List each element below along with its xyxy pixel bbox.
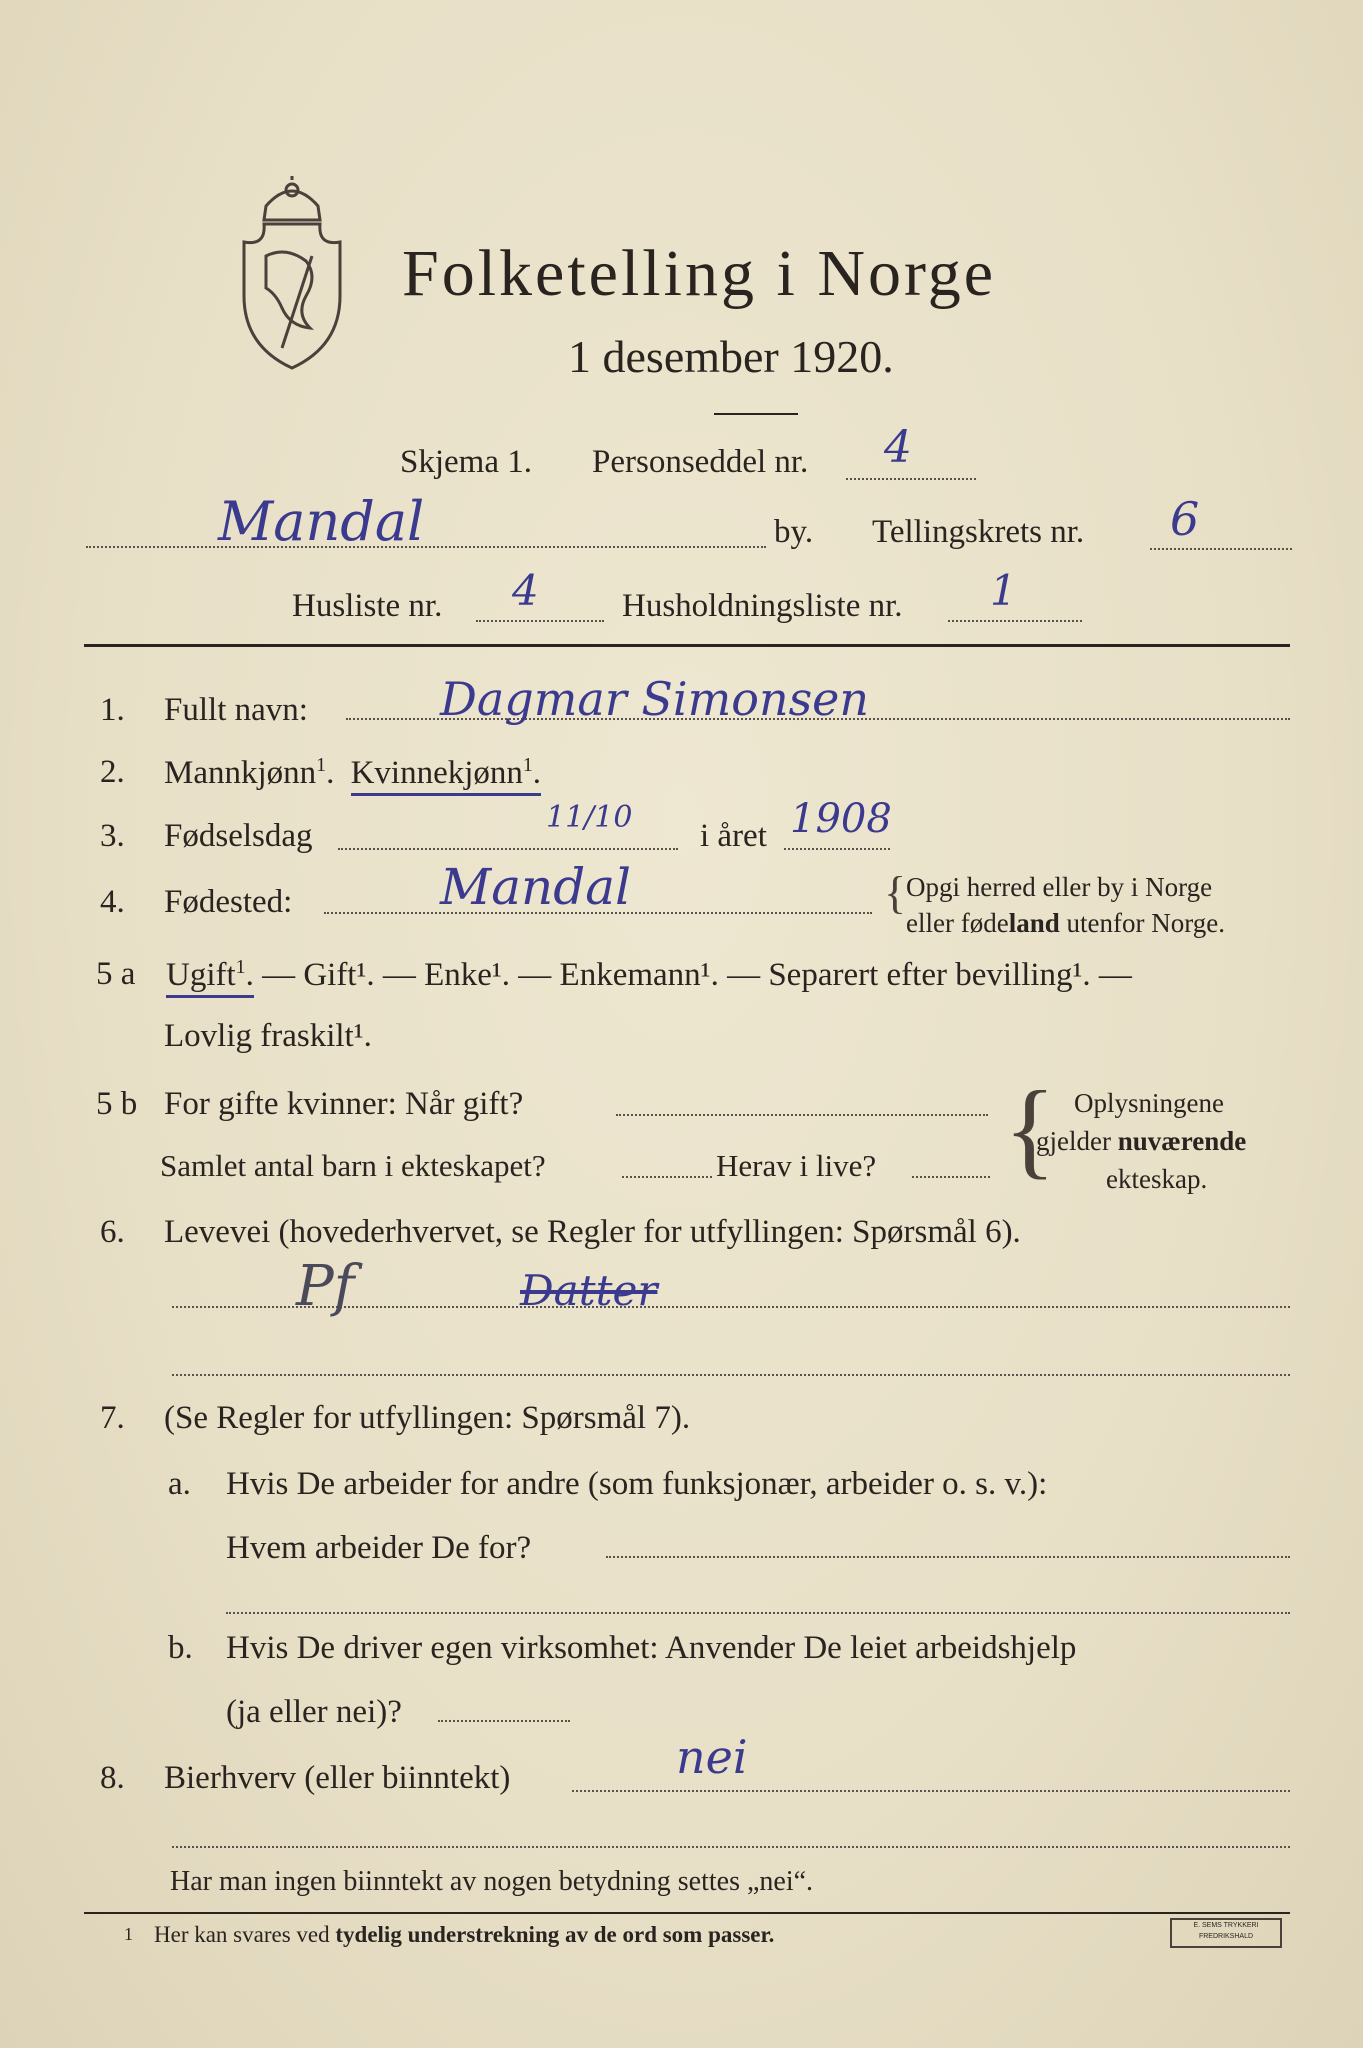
q5b-note-line3: ekteskap. bbox=[1106, 1164, 1208, 1194]
q8-label: Bierhverv (eller biinntekt) bbox=[164, 1760, 511, 1796]
q4-note-brace: { bbox=[884, 867, 907, 918]
q7b-line2: (ja eller nei)? bbox=[226, 1694, 402, 1730]
q6-label: Levevei (hovederhvervet, se Regler for utfyllingen: Spørsmål 6). bbox=[164, 1214, 1021, 1250]
by-value: Mandal bbox=[218, 490, 425, 553]
header-divider bbox=[84, 644, 1290, 647]
q2-options: Mannkjønn$^1$. Kvinnekjønn$^1$. bbox=[164, 754, 541, 792]
q6-number: 6. bbox=[100, 1214, 125, 1250]
q8-field-line-2 bbox=[172, 1846, 1290, 1848]
q5a-options: Ugift$^1$. — Gift¹. — Enke¹. — Enkemann¹. — Separert efter bevilling¹. — bbox=[166, 956, 1132, 994]
q1-number: 1. bbox=[100, 692, 125, 728]
q7a-line2: Hvem arbeider De for? bbox=[226, 1530, 532, 1566]
q8-number: 8. bbox=[100, 1760, 125, 1796]
form-date: 1 desember 1920. bbox=[568, 331, 894, 382]
q7b-letter: b. bbox=[168, 1630, 193, 1666]
q3-label: Fødselsdag bbox=[164, 818, 313, 854]
q7a-letter: a. bbox=[168, 1466, 191, 1502]
q7a-field-line-2 bbox=[226, 1612, 1290, 1614]
q4-label: Fødested: bbox=[164, 884, 293, 920]
form-title: Folketelling i Norge bbox=[402, 237, 997, 310]
q5b-line2a: Samlet antal barn i ekteskapet? bbox=[160, 1148, 546, 1183]
q4-note-line2: eller fødeland utenfor Norge. bbox=[906, 908, 1225, 938]
bottom-note: Har man ingen biinntekt av nogen betydning settes „nei“. bbox=[170, 1866, 814, 1897]
personseddel-field-line bbox=[846, 478, 976, 480]
q3-day-field-line bbox=[338, 848, 678, 850]
q5b-number: 5 b bbox=[96, 1086, 138, 1122]
tellingskrets-field-line bbox=[1150, 548, 1292, 550]
q3-year-field-line bbox=[784, 848, 890, 850]
personseddel-value: 4 bbox=[884, 422, 912, 473]
q4-number: 4. bbox=[100, 884, 125, 920]
skjema-label: Skjema 1. bbox=[400, 444, 532, 480]
q7-label: (Se Regler for utfyllingen: Spørsmål 7). bbox=[164, 1400, 691, 1436]
q4-birthplace-value: Mandal bbox=[440, 858, 632, 916]
footnote-text: Her kan svares ved tydelig understrekning av de ord som passer. bbox=[154, 1922, 775, 1947]
tellingskrets-value: 6 bbox=[1170, 492, 1200, 546]
q3-day-value: 11/10 bbox=[546, 800, 633, 835]
q2-number: 2. bbox=[100, 754, 125, 790]
q5b-alive-field-line bbox=[912, 1176, 990, 1178]
q1-label: Fullt navn: bbox=[164, 692, 308, 728]
q5b-note-line1: Oplysningene bbox=[1074, 1088, 1224, 1118]
q5b-line2b: Herav i live? bbox=[716, 1148, 877, 1183]
q7b-line1: Hvis De driver egen virksomhet: Anvender De leiet arbeidshjelp bbox=[226, 1630, 1077, 1666]
q5a-line2: Lovlig fraskilt¹. bbox=[164, 1018, 372, 1054]
q1-full-name-value: Dagmar Simonsen bbox=[440, 672, 870, 726]
q5b-note-line2: gjelder nuværende bbox=[1036, 1126, 1247, 1156]
q5b-married-field-line bbox=[616, 1114, 988, 1116]
title-divider bbox=[714, 413, 798, 415]
q5b-line1: For gifte kvinner: Når gift? bbox=[164, 1086, 524, 1122]
tellingskrets-label: Tellingskrets nr. bbox=[872, 514, 1085, 550]
q5b-children-field-line bbox=[622, 1176, 712, 1178]
husholdning-label: Husholdningsliste nr. bbox=[622, 588, 903, 624]
q7-number: 7. bbox=[100, 1400, 125, 1436]
by-field-line bbox=[86, 546, 766, 548]
q8-side-income-value: nei bbox=[676, 1730, 748, 1784]
q3-year-label: i året bbox=[700, 818, 767, 854]
q8-field-line-1 bbox=[572, 1790, 1290, 1792]
q6-field-line-2 bbox=[172, 1374, 1290, 1376]
q7a-field-line-1 bbox=[606, 1556, 1290, 1558]
q6-occupation-value: Datter bbox=[520, 1266, 658, 1315]
q4-note-line1: Opgi herred eller by i Norge bbox=[906, 872, 1213, 902]
footnote-divider bbox=[84, 1912, 1290, 1914]
q2-mannkjonn: Mannkjønn bbox=[164, 755, 317, 791]
q7a-line1: Hvis De arbeider for andre (som funksjonær, arbeider o. s. v.): bbox=[226, 1466, 1048, 1502]
personseddel-label: Personseddel nr. bbox=[592, 444, 809, 480]
husliste-label: Husliste nr. bbox=[292, 588, 443, 624]
printer-mark: E. SEMS TRYKKERI FREDRIKSHALD bbox=[1170, 1918, 1282, 1948]
q2-kvinnekjonn-selected: Kvinnekjønn bbox=[350, 755, 523, 791]
by-label: by. bbox=[774, 514, 814, 550]
husliste-field-line bbox=[476, 620, 604, 622]
q5a-other-options: — Gift¹. — Enke¹. — Enkemann¹. — Separert efter bevilling¹. — bbox=[253, 957, 1132, 993]
q5b-note-brace: { bbox=[1004, 1070, 1056, 1189]
husliste-value: 4 bbox=[512, 566, 539, 615]
q6-code-mark: Pf bbox=[296, 1254, 355, 1319]
q7b-field-line bbox=[438, 1720, 570, 1722]
husholdning-field-line bbox=[948, 620, 1082, 622]
coat-of-arms-icon bbox=[236, 176, 348, 376]
q3-year-value: 1908 bbox=[790, 796, 892, 842]
q5a-number: 5 a bbox=[96, 956, 136, 992]
husholdning-value: 1 bbox=[990, 566, 1017, 615]
footnote-mark: 1 bbox=[124, 1924, 133, 1944]
q3-number: 3. bbox=[100, 818, 125, 854]
q5a-ugift-selected: Ugift bbox=[166, 957, 236, 993]
